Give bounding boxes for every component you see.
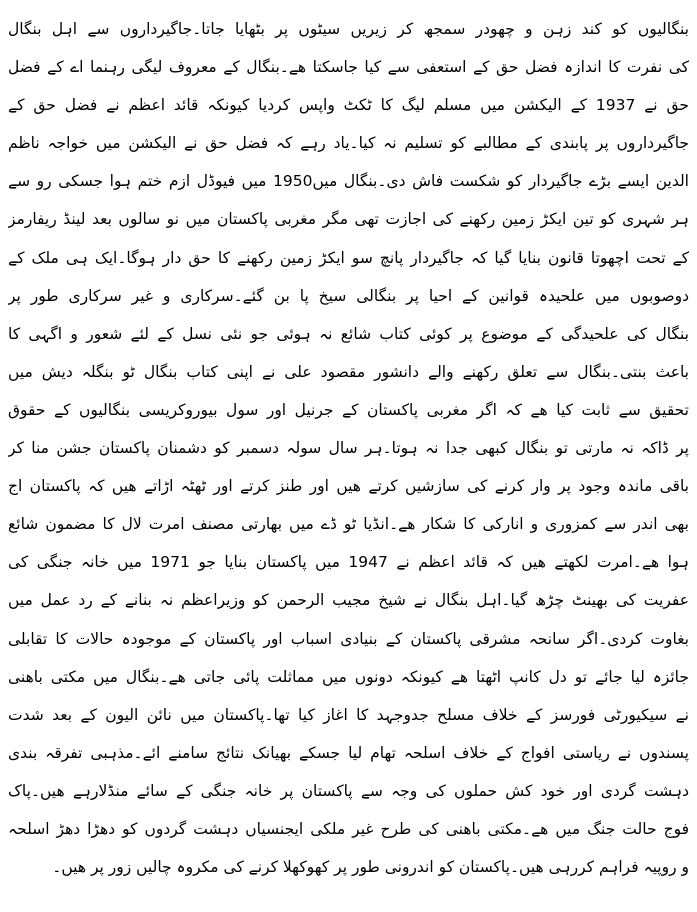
- text-line-4: جاگیرداروں پر پابندی کے مطالبے کو تسلیم نہ کیا۔یاد رہے کہ فضل حق نے الیکشن میں خواجہ ناظم: [8, 134, 689, 153]
- text-line-8: دوصوبوں میں علحیدہ قوانین کے احیا پر بنگالی سیخ پا بن گئے۔سرکاری و غیر سرکاری طور پر: [8, 286, 689, 305]
- text-line-3: حق نے 1937 کے الیکشن میں مسلم لیگ کا ٹکٹ واپس کردیا کیونکہ قائد اعظم نے فضل حق کے: [8, 96, 689, 115]
- text-line-12: پر ڈاکہ نہ مارتی تو بنگال کبھی جدا نہ ہوتا۔ہر سال سولہ دسمبر کو دشمنان پاکستان جشن منا کر: [8, 439, 689, 458]
- text-line-20: پسندوں نے ریاستی افواج کے خلاف اسلحہ تھام لیا جسکے بھیانک نتائج سامنے ائے۔مذہبی تفرقہ بندی: [8, 743, 689, 762]
- text-line-21: دہشت گردی اور خود کش حملوں کی وجہ سے پاکستان پر خانہ جنگی کے سائے منڈلارہے ھیں۔پاک: [8, 781, 689, 800]
- text-line-6: ہر شہری کو تین ایکڑ زمین رکھنے کی اجازت تھی مگر مغربی پاکستان میں نو سالوں بعد لینڈ ریفارمز: [8, 210, 689, 229]
- text-line-10: باعث بنتی۔بنگال سے تعلق رکھنے والے دانشور مقصود علی نے اپنی کتاب بنگال ٹو بنگلہ دیش میں: [8, 362, 689, 381]
- text-line-15: ہوا ھے۔امرت لکھتے ھیں کہ قائد اعظم نے 1947 میں پاکستان بنایا جو 1971 میں خانہ جنگی کی: [8, 553, 689, 572]
- text-line-9: بنگال کی علحیدگی کے موضوع پر کوئی کتاب شائع نہ ہوئی جو نئی نسل کے لئے شعور و اگہی کا: [8, 324, 689, 343]
- text-line-2: کی نفرت کا اندازہ فضل حق کے استعفی سے کیا جاسکتا ھے۔بنگال کے معروف لیگی رہنما اے کے فضل: [8, 58, 689, 77]
- text-line-17: بغاوت کردی۔اگر سانحہ مشرقی پاکستان کے بنیادی اسباب اور پاکستان کے موجودہ حالات کا تقابلی: [8, 629, 689, 648]
- text-line-19: نے سیکیورٹی فورسز کے خلاف مسلح جدوجہد کا اغاز کیا تھا۔پاکستان میں نائن الیون کے بعد شدت: [8, 705, 689, 724]
- text-line-22: فوج حالت جنگ میں ھے۔مکتی باھنی کی طرح غیر ملکی ایجنسیاں دہشت گردوں کو دھڑا دھڑ اسلحہ: [8, 819, 689, 838]
- text-line-18: جائزہ لیا جائے تو دل کانپ اٹھتا ھے کیونکہ دونوں میں مماثلت پائی جاتی ھے۔بنگال میں مکتی باھنی: [8, 667, 689, 686]
- text-line-1: بنگالیوں کو کند زہن و چھودر سمجھ کر زیریں سیٹوں پر بٹھایا جاتا۔جاگیرداروں سے اہل بنگال: [8, 20, 689, 38]
- text-line-14: بھی اندر سے کمزوری و انارکی کا شکار ھے۔انڈیا ٹو ڈے میں بھارتی مصنف امرت لال کا مضمون شائع: [8, 515, 689, 534]
- text-line-23: و روپیہ فراہم کررہی ھیں۔پاکستان کو اندرونی طور پر کھوکھلا کرنے کی مکروہ چالیں زور پر ھیں۔: [52, 858, 689, 877]
- text-line-16: عفریت کی بھینٹ چڑھ گیا۔اہل بنگال نے شیخ مجیب الرحمن کو وزیراعظم نہ بنانے کے رد عمل میں: [8, 591, 689, 610]
- text-line-5: الدین ایسے بڑے جاگیردار کو شکست فاش دی۔بنگال میں1950 میں فیوڈل ازم ختم ہوا جسکی رو سے: [8, 172, 689, 191]
- text-line-11: تحقیق سے ثابت کیا ھے کہ اگر مغربی پاکستان کے جرنیل اور سول بیوروکریسی بنگالیوں کے حقوق: [8, 400, 689, 419]
- text-line-7: کے تحت اچھوتا قانون بنایا گیا کہ جاگیردار پانچ سو ایکڑ زمین رکھنے کا حق دار ہوگا۔ایک ہی ملک کے: [8, 248, 689, 267]
- text-line-13: باقی ماندہ وجود پر وار کرنے کی سازشیں کرتے ھیں اور طنز کرتے اور ٹھٹہ اڑاتے ھیں کہ پاکستان اج: [8, 477, 689, 496]
